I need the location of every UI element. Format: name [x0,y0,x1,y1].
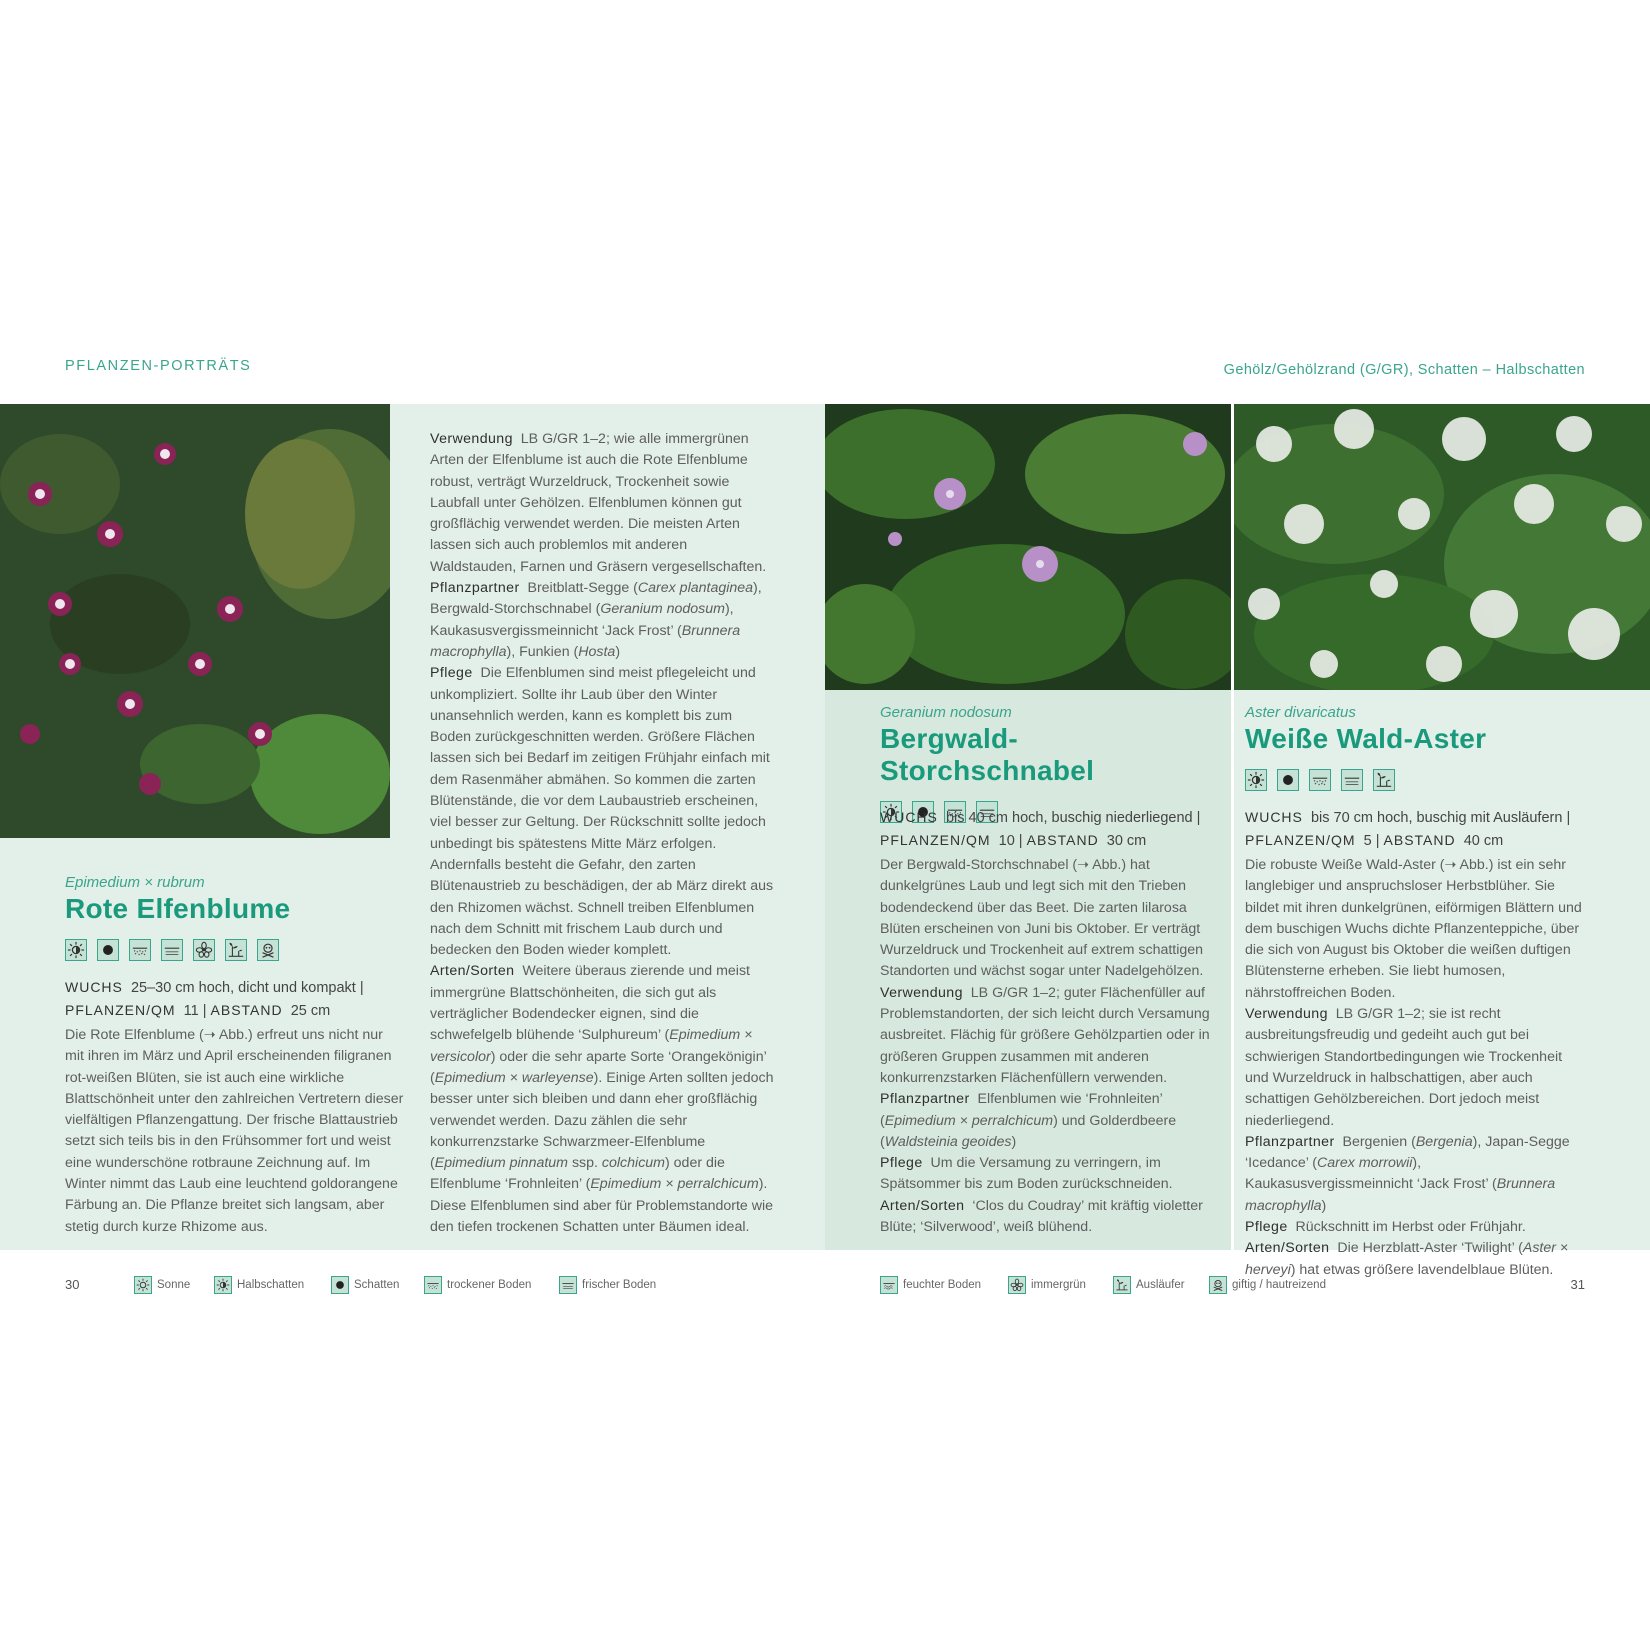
partner-latin: Carex plantaginea [637,580,754,597]
aster-pflege [1245,1217,1585,1238]
arten-text: ‘Clos du Coudray’ mit kräftig violetter Blüte; ‘Silverwood’, weiß blühend. [880,1197,1203,1236]
epimedium-verwendung [430,429,775,578]
auslaeufer-icon [1373,769,1395,791]
verwendung-label: Verwendung [1245,1006,1328,1023]
wuchs-label: WUCHS [1245,809,1303,825]
epimedium-icon-row [65,939,405,961]
pflanzen-label: PFLANZEN/QM [880,832,991,848]
schatten-icon [1277,769,1299,791]
trockener-boden-icon [1309,769,1331,791]
pflege-text: Um die Versamung zu verringern, im Spätsommer bis zum Boden zurückschneiden. [880,1155,1173,1193]
arten-label: Arten/Sorten [880,1197,965,1214]
aster-arten [1245,1238,1585,1281]
arten-latin: Aster × herveyi [1245,1240,1569,1278]
aster-wuchs [1245,806,1585,852]
arten-label: Arten/Sorten [430,963,515,980]
legend-schatten [331,1276,399,1294]
partner-text: ) [1011,1133,1017,1150]
pflanzpartner-label: Pflanzpartner [430,580,520,597]
legend-halbschatten [214,1276,304,1294]
aster-heading [1245,704,1585,791]
arten-label: Arten/Sorten [1245,1240,1330,1257]
abstand-label: ABSTAND [1383,832,1456,848]
abstand-value: 30 cm [1106,833,1147,849]
partner-text: Elfenblumen wie ‘Frohnleiten’ ( [880,1091,1163,1129]
wuchs-value: bis 70 cm hoch, buschig mit Ausläufern | [1310,810,1571,826]
geranium-pflege [880,1153,1220,1196]
trockener-boden-icon [129,939,151,961]
feuchter-boden-icon [880,1276,898,1294]
pflanzen-value: 5 | [1363,833,1380,849]
aster-description: Die robuste Weiße Wald-Aster (➝ Abb.) ist ein sehr langlebiger und anspruchsloser Herbstblüher. Sie bildet mit ihren dunkelgrünen, eiförmigen Blättern und dem buschigen Wuchs dichte Pflanzenteppiche, über die sich von August bis Oktober die weißen duftigen Blütensterne erheben. Sie liebt humosen, nährstoffreichen Boden. [1245,857,1582,1001]
halbschatten-icon [214,1276,232,1294]
epimedium-title: Rote Elfenblume [65,893,291,924]
epimedium-latin-name: Epimedium × rubrum [65,874,205,891]
pflanzen-value: 11 [183,1003,199,1019]
pflege-text: Rückschnitt im Herbst oder Frühjahr. [1295,1219,1526,1236]
partner-latin: Geranium nodosum [600,601,725,618]
verwendung-text: LB G/GR 1–2; wie alle immergrünen Arten der Elfenblume ist auch die Rote Elfenblume robust, verträgt Wurzeldruck, Trockenheit sowie Laubfall unter Gehölzen. Elfenblumen können gut großflächig verwendet werden. Die meisten Arten lassen sich auch problemlos mit anderen Waldstauden, Farnen und Gräsern vergesellschaften. [430,431,767,575]
geranium-pflanzpartner [880,1089,1220,1153]
legend-trocken [424,1276,531,1294]
abstand-label: ABSTAND [1026,832,1099,848]
legend-label: immergrün [1031,1279,1086,1291]
geranium-latin-name: Geranium nodosum [880,704,1012,721]
epimedium-wuchs: WUCHS 25–30 cm hoch, dicht und kompakt | PFLANZEN/QM 11 | ABSTAND 25 cm [65,979,364,1019]
halbschatten-icon [1245,769,1267,791]
partner-text: ) [1321,1197,1327,1214]
giftig-icon [1209,1276,1227,1294]
arten-latin: Epimedium pinnatum [434,1155,569,1172]
epimedium-description: Die Rote Elfenblume (➝ Abb.) erfreut uns nicht nur mit ihren im März und April erscheinenden filigranen rot-weißen Blüten, sie ist auch eine wirkliche Blattschönheit unter den zahlreichen Vertretern dieser vielfältigen Pflanzengattung. Der frische Blattaustrieb setzt sich teils bis in den Frühsommer fort und weist eine wunderschöne rotbraune Zeichnung auf. Im Winter nimmt das Laub eine leuchtend goldorangene Färbung an. Die Pflanze breitet sich langsam, aber stetig durch kurze Rhizome aus. [65,1027,404,1235]
legend-feucht [880,1276,981,1294]
partner-latin: Brunnera macrophylla [1245,1176,1556,1214]
aster-latin-name: Aster divaricatus [1245,704,1356,721]
pflege-label: Pflege [880,1155,923,1172]
partner-latin: Carex morrowii [1317,1155,1413,1172]
legend-immergruen [1008,1276,1086,1294]
arten-text: ) oder die sehr aparte Sorte ‘Orangekönigin’ ( [430,1048,767,1086]
arten-latin: Epimedium × versicolor [430,1027,753,1065]
wuchs-label: WUCHS [880,809,938,825]
frischer-boden-icon [559,1276,577,1294]
sonne-icon [134,1276,152,1294]
partner-text: Breitblatt-Segge ( [527,580,638,597]
arten-latin: Epimedium × perralchicum [590,1176,759,1193]
arten-text: ). Diese Elfenblumen sind aber für Problemstandorte wie den tiefen trockenen Schatten unter Bäumen ideal. [430,1176,774,1235]
aster-photo [1234,404,1650,690]
trockener-boden-icon [424,1276,442,1294]
geranium-details [880,855,1220,1238]
geranium-wuchs [880,806,1220,852]
frischer-boden-icon [161,939,183,961]
legend-label: frischer Boden [582,1279,657,1291]
partner-text: ), Kaukasusvergissmeinnicht ‘Jack Frost’ ( [430,601,734,639]
arten-text: ) oder die Elfenblume ‘Frohnleiten’ ( [430,1155,725,1193]
pflege-label: Pflege [430,665,473,682]
arten-text: Weitere überaus zierende und meist immergrüne Blattschönheiten, die sich gut als verträglicher Bodendecker eignen, sind die schwefelgelb blühende ‘Sulphureum’ ( [430,963,750,1044]
legend-label: giftig / hautreizend [1232,1279,1326,1291]
category-header: Gehölz/Gehölzrand (G/GR), Schatten – Halbschatten [1223,362,1585,378]
geranium-title: Bergwald-Storchschnabel [880,723,1095,786]
immergruen-icon [193,939,215,961]
geranium-verwendung [880,983,1220,1089]
arten-latin: Epimedium × warleyense [434,1069,594,1086]
partner-latin: Bergenia [1415,1133,1473,1150]
verwendung-label: Verwendung [880,984,963,1001]
auslaeufer-icon [225,939,247,961]
legend-label: trockener Boden [447,1279,532,1291]
partner-text: ), Kaukasusvergissmeinnicht ‘Jack Frost’ ( [1245,1155,1497,1193]
legend-label: Halbschatten [237,1279,305,1291]
schatten-icon [97,939,119,961]
frischer-boden-icon [1341,769,1363,791]
pflege-text: Die Elfenblumen sind meist pflegeleicht und unkompliziert. Sollte ihr Laub über den Winter unansehnlich werden, kann es komplett bis zum Boden zurückgeschnitten werden. Größere Flächen lassen sich bei Bedarf im zeitigen Frühjahr einfach mit dem Rasenmäher abmähen. So kommen die zarten Blütenstände, die vor dem Laubaustrieb erscheinen, viel besser zur Geltung. Der Rückschnitt sollte jedoch unbedingt bis spätestens Mitte März erfolgen. Andernfalls besteht die Gefahr, den zarten Blütenaustrieb zu beschädigen, der ab März direkt aus den Rhizomen wächst. Schnell treiben Elfenblumen nach dem Schnitt mit frischem Laub durch und bedecken den Boden wieder komplett. [430,665,774,959]
arten-text: ) hat etwas größere lavendelblaue Blüten. [1290,1261,1554,1278]
wuchs-value: bis 40 cm hoch, buschig niederliegend | [945,810,1201,826]
partner-text: ) [615,643,621,660]
pflanzen-label: PFLANZEN/QM [1245,832,1356,848]
legend-label: Schatten [354,1279,400,1291]
legend-auslaeufer [1113,1276,1185,1294]
wuchs-value: 25–30 cm hoch, dicht und kompakt | [130,980,364,996]
epimedium-heading [65,874,405,961]
aster-pflanzpartner [1245,1132,1585,1217]
legend-frisch [559,1276,656,1294]
verwendung-label: Verwendung [430,431,513,447]
arten-text: ). Einige Arten sollten jedoch besser unter sich bleiben und dann eher großflächig verwendet werden. Dazu zählen die sehr konkurrenzstarke Schwarzmeer-Elfenblume ( [430,1069,774,1172]
partner-latin: Brunnera macrophylla [430,622,741,660]
wuchs-label: WUCHS [65,979,123,995]
halbschatten-icon [65,939,87,961]
legend-sonne [134,1276,190,1294]
abstand-label: ABSTAND [210,1002,283,1018]
schatten-icon [331,1276,349,1294]
abstand-value: 25 cm [290,1003,331,1019]
partner-latin: Epimedium × perralchicum [884,1112,1054,1129]
aster-title: Weiße Wald-Aster [1245,723,1487,754]
legend-label: feuchter Boden [903,1279,982,1291]
pflanzen-value: 10 | [998,833,1023,849]
giftig-icon [257,939,279,961]
geranium-arten [880,1196,1220,1239]
section-header: PFLANZEN-PORTRÄTS [65,358,252,374]
geranium-description: Der Bergwald-Storchschnabel (➝ Abb.) hat dunkelgrünes Laub und legt sich mit den Trieben bodendeckend über das Beet. Die zarten lilarosa Blüten erscheinen von Juni bis Oktober. Er verträgt Wurzeldruck und Trockenheit auf extrem schattigen Standorten und wächst sogar unter Nadelgehölzen. [880,857,1204,980]
aster-details [1245,855,1585,1281]
partner-text: ), Funkien ( [506,643,579,660]
aster-verwendung [1245,1004,1585,1132]
partner-text: ), Bergwald-Storchschnabel ( [430,580,762,618]
pflege-label: Pflege [1245,1219,1288,1236]
verwendung-text: LB G/GR 1–2; guter Flächenfüller auf Problemstandorten, der sich leicht durch Versamung ausbreitet. Flächig für größere Gehölzpartien oder in größeren Gruppen zusammen mit anderen konkurrenzstarken Flächenfüllern verwenden. [880,984,1210,1086]
epimedium-pflege [430,663,775,961]
partner-text: ) und Golderdbeere ( [880,1112,1177,1150]
legend-label: Sonne [157,1279,191,1291]
epimedium-photo [0,404,390,838]
abstand-value: 40 cm [1463,833,1504,849]
pflanzen-label: PFLANZEN/QM [65,1002,176,1018]
partner-text: Bergenien ( [1342,1133,1416,1150]
partner-latin: Hosta [578,643,616,660]
arten-text: Die Herzblatt-Aster ‘Twilight’ ( [1337,1240,1523,1257]
auslaeufer-icon [1113,1276,1131,1294]
partner-text: ), Japan-Segge ‘Icedance’ ( [1245,1133,1570,1172]
immergruen-icon [1008,1276,1026,1294]
arten-latin: colchicum [601,1155,665,1172]
legend-giftig [1209,1276,1326,1294]
legend-label: Ausläufer [1136,1279,1185,1291]
geranium-photo [825,404,1231,690]
verwendung-text: LB G/GR 1–2; sie ist recht ausbreitungsfreudig und gedeiht auch gut bei schwierigen Standortbedingungen wie Trockenheit und Wurzeldruck in halbschattigen, aber auch schattigen Gehölzbereichen. Dort jedoch meist niederliegend. [1245,1006,1563,1129]
epimedium-pflanzpartner [430,578,775,663]
aster-icon-row [1245,769,1585,791]
arten-text: ssp. [568,1155,602,1172]
page-number-right: 31 [1570,1277,1585,1292]
epimedium-arten [430,961,775,1238]
pflanzpartner-label: Pflanzpartner [880,1091,970,1108]
epimedium-details [430,429,775,1238]
pflanzpartner-label: Pflanzpartner [1245,1133,1335,1150]
partner-latin: Waldsteinia geoides [884,1133,1012,1150]
page-number-left: 30 [65,1277,80,1292]
